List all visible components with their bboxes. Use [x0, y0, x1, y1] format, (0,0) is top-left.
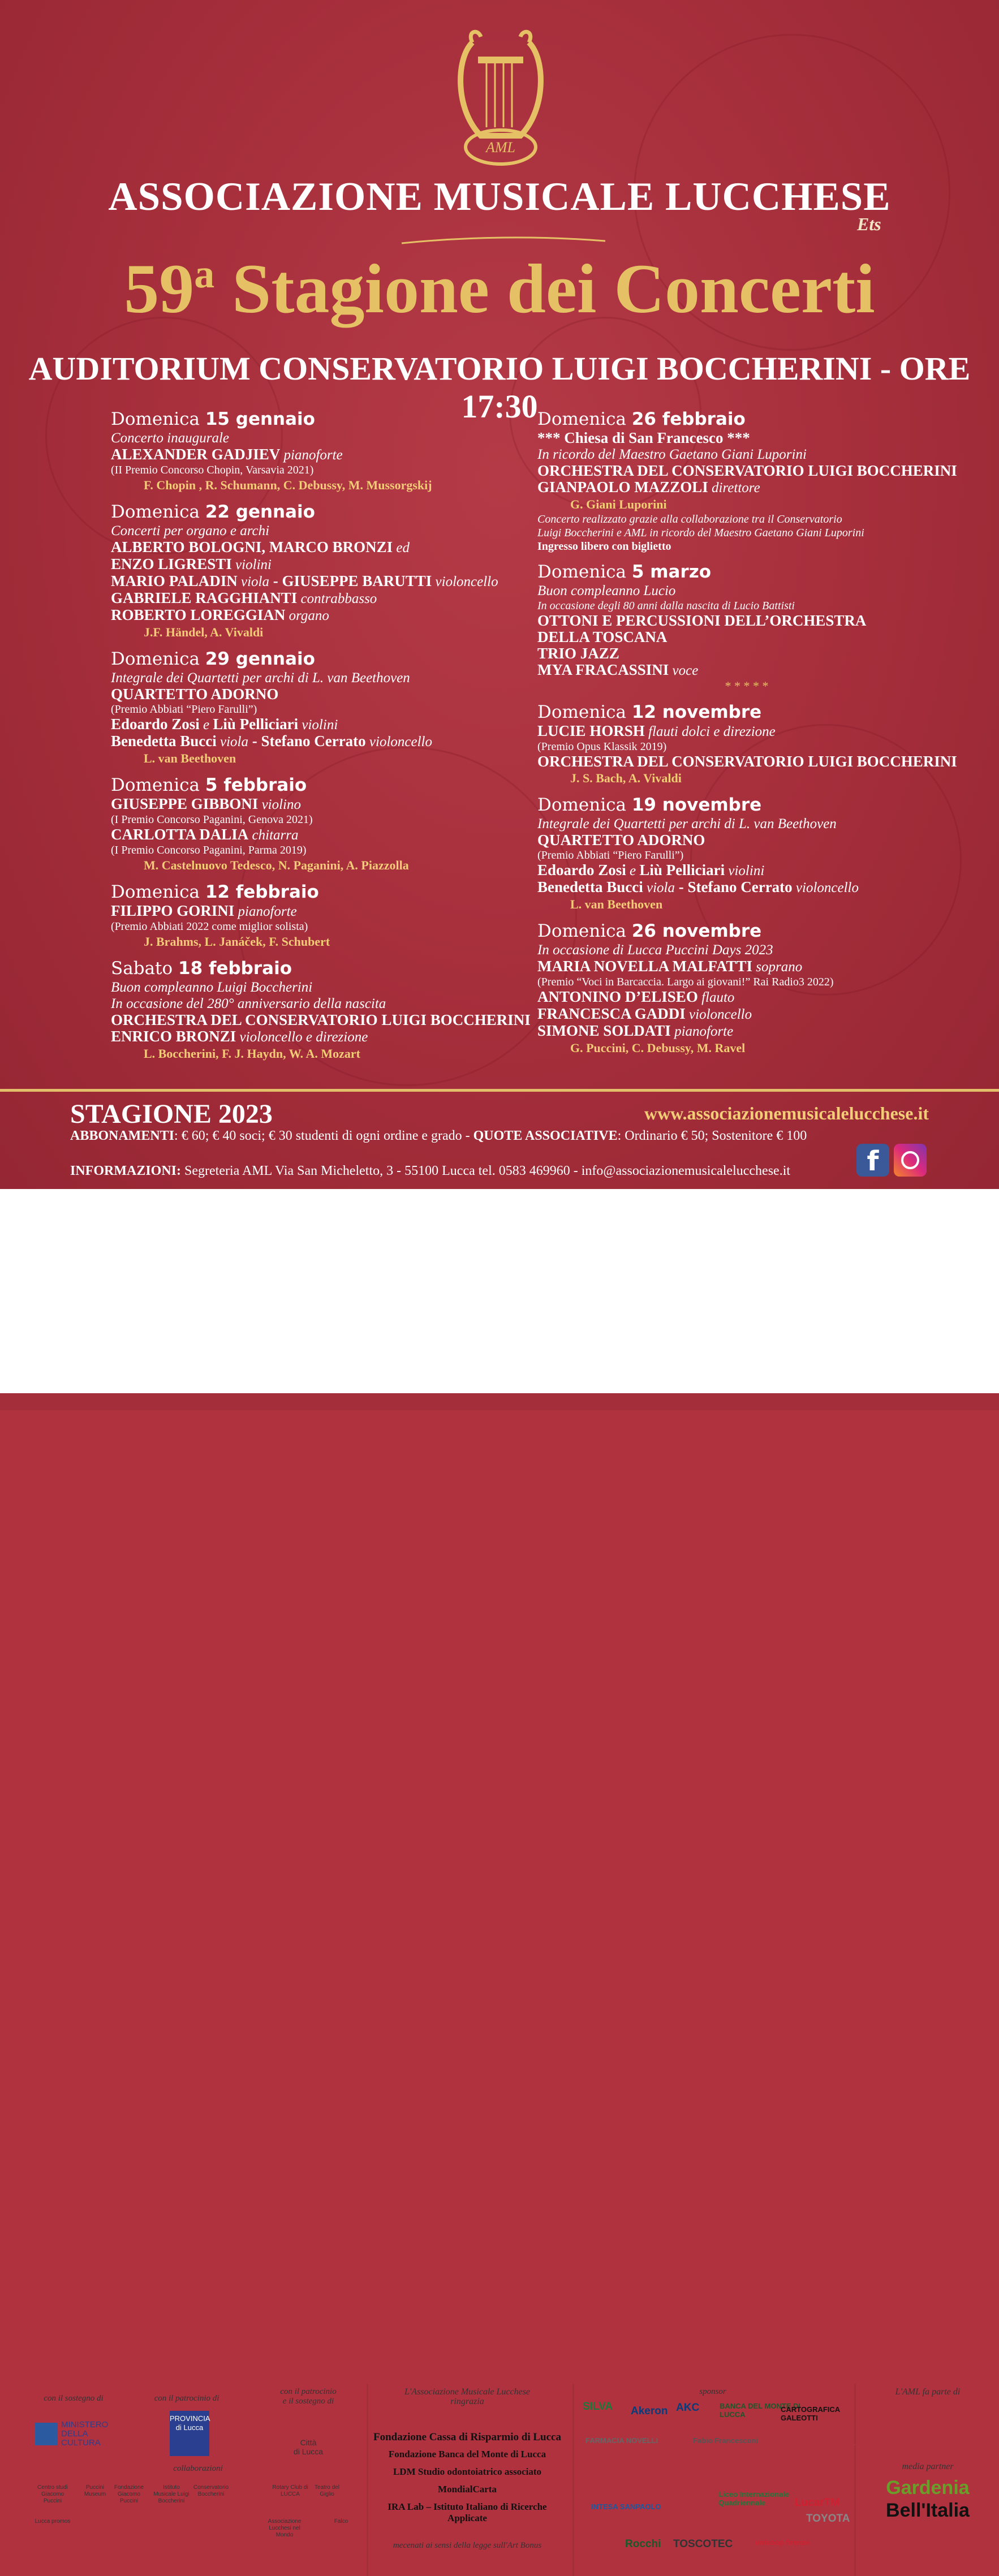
concert-entry [111, 958, 541, 1062]
concert-subtitle: Concerti per organo e archi [111, 523, 270, 539]
footer-divider [572, 2384, 574, 2576]
concert-entry [537, 920, 967, 1056]
program-composers: J.F. Händel, A. Vivaldi [144, 625, 264, 639]
performer-name: CARLOTTA DALIA [111, 826, 249, 843]
performer-line [111, 903, 541, 920]
collab-logo: Fondazione Giacomo Puccini [114, 2484, 144, 2504]
performer-name: Benedetta Bucci [111, 733, 217, 749]
gold-separator [0, 1089, 999, 1092]
citta-lucca-logo: Città di Lucca [286, 2415, 331, 2459]
lyre-logo-text: AML [486, 139, 515, 156]
concert-date [537, 561, 967, 583]
performer-name: - Stefano Cerrato [248, 733, 366, 749]
performer-name: *** Chiesa di San Francesco *** [537, 429, 750, 446]
collab-logo: Teatro del Giglio [315, 2484, 339, 2497]
aml-fa-parte-label: L'AML fa parte di [895, 2387, 961, 2397]
performer-role: flauto [697, 990, 735, 1005]
concert-entry [111, 774, 541, 873]
performer-line [537, 879, 967, 896]
performer-role: flauti dolci e direzione [644, 724, 776, 739]
facebook-icon[interactable]: f [856, 1144, 889, 1177]
concert-date [111, 958, 541, 979]
concert-weekday: Domenica [111, 409, 200, 429]
citta-shield-icon [299, 2415, 317, 2436]
performer-role: e [626, 863, 640, 878]
performer-line [111, 607, 541, 624]
performer-line [111, 556, 541, 573]
sponsor-logo: CARTOGRAFICA GALEOTTI [781, 2405, 840, 2422]
performer-name: Edoardo Zosi [537, 861, 626, 878]
performer-name: ORCHESTRA DEL CONSERVATORIO LUIGI BOCCHERINI [537, 462, 957, 479]
sponsor-logo: BANCA DEL MONTE DI LUCCA [720, 2402, 800, 2419]
ministero-text: MINISTERO DELLA CULTURA [61, 2420, 109, 2448]
performer-name: - GIUSEPPE BARUTTI [269, 572, 432, 589]
info-text: Segreteria AML Via San Micheletto, 3 - 55100 Lucca tel. 0583 469960 - info@associazionemusicalelucchese.it [181, 1164, 791, 1178]
concert-note: In occasione degli 80 anni dalla nascita di Lucio Battisti [537, 600, 795, 612]
performer-line [537, 662, 967, 679]
performer-name: GABRIELE RAGGHIANTI [111, 589, 298, 606]
program-composers: M. Castelnuovo Tedesco, N. Paganini, A. Piazzolla [144, 858, 409, 872]
collab-logo: Lucca promos [35, 2518, 71, 2525]
abbonamenti-label: ABBONAMENTI [70, 1128, 175, 1143]
concert-subtitle: Buon compleanno Luigi Boccherini [111, 980, 313, 995]
award-note: (II Premio Concorso Chopin, Varsavia 2021) [111, 464, 314, 476]
performer-role: violoncello [685, 1007, 752, 1022]
performer-line [537, 1006, 967, 1023]
performer-line [537, 862, 967, 879]
concert-column-left [111, 408, 541, 1070]
award-note: (Premio Abbiati “Piero Farulli”) [537, 849, 684, 861]
concert-day: 26 febbraio [631, 409, 746, 429]
concert-date [111, 501, 541, 523]
concert-weekday: Domenica [537, 409, 626, 429]
performer-line [111, 826, 541, 843]
thanks-item: Fondazione Cassa di Risparmio di Lucca [373, 2431, 561, 2443]
sponsor-logo: AKC [676, 2402, 700, 2414]
concert-weekday: Domenica [111, 775, 200, 795]
award-note: (Premio Abbiati 2022 come miglior solista) [111, 920, 308, 933]
thanks-item: IRA Lab – Istituto Italiano di Ricerche Applicate [387, 2501, 547, 2523]
performer-role: viola [216, 734, 248, 749]
mic-icon [35, 2423, 58, 2445]
concert-day: 26 novembre [631, 921, 762, 941]
performer-role: pianoforte [280, 447, 343, 463]
website-link[interactable]: www.associazionemusicalelucchese.it [644, 1103, 929, 1123]
performer-name: OTTONI E PERCUSSIONI DELL’ORCHESTRA [537, 612, 867, 629]
sponsor-logo: GENERALI [806, 2436, 862, 2448]
performer-role: ed [393, 540, 410, 555]
performer-role: violini [298, 717, 338, 733]
concert-weekday: Domenica [537, 562, 626, 582]
performer-role: violino [258, 797, 301, 812]
performer-name: FRANCESCA GADDI [537, 1005, 686, 1022]
performer-role: direttore [708, 480, 760, 496]
title-divider [402, 235, 605, 247]
program-composers: L. van Beethoven [570, 897, 663, 911]
concert-weekday: Domenica [537, 795, 626, 815]
season-superscript: a [194, 251, 215, 296]
performer-name: Benedetta Bucci [537, 878, 643, 895]
concert-subtitle: In occasione del 280° anniversario della nascita [111, 996, 386, 1011]
performer-role: violini [725, 863, 765, 878]
award-note: (Premio Abbiati “Piero Farulli”) [111, 703, 257, 716]
concert-weekday: Domenica [111, 649, 200, 669]
thanks-item: LDM Studio odontoiatrico associato [393, 2466, 542, 2477]
concert-day: 12 febbraio [205, 882, 319, 902]
concert-date [111, 774, 541, 796]
performer-role: viola [237, 574, 269, 589]
performer-role: violoncello [792, 880, 859, 895]
sponsor-logo: Akeron [631, 2405, 668, 2417]
performer-name: GIANPAOLO MAZZOLI [537, 479, 708, 496]
performer-name: ORCHESTRA DEL CONSERVATORIO LUIGI BOCCHERINI [111, 1011, 531, 1028]
sponsor-logo: TOYOTA [806, 2513, 850, 2525]
performer-role: violoncello [432, 574, 498, 589]
concert-subtitle: Integrale dei Quartetti per archi di L. van Beethoven [537, 816, 837, 832]
season-title-text: Stagione dei Concerti [232, 250, 875, 328]
quote-label: QUOTE ASSOCIATIVE [473, 1128, 618, 1143]
sponsor-logo: INTESA SANPAOLO [591, 2502, 661, 2511]
performer-line [111, 733, 541, 750]
concert-day: 15 gennaio [205, 409, 315, 429]
concert-entry [537, 408, 967, 553]
concert-column-right [537, 408, 967, 1064]
award-note: (I Premio Concorso Paganini, Parma 2019) [111, 844, 307, 856]
abbonamenti-text: : € 60; € 40 soci; € 30 studenti di ogni ordine e grado - [174, 1128, 473, 1143]
concert-day: 29 gennaio [205, 649, 315, 669]
concert-day: 12 novembre [631, 702, 762, 722]
performer-name: ANTONINO D’ELISEO [537, 988, 698, 1005]
abbonamenti-line [70, 1128, 807, 1144]
sponsor-logo: LucarTM [795, 2497, 840, 2509]
performer-line [111, 539, 541, 556]
collaborazioni-label: collaborazioni [173, 2464, 223, 2473]
program-composers: J. S. Bach, A. Vivaldi [570, 771, 682, 785]
concert-date [537, 920, 967, 942]
concert-weekday: Domenica [111, 502, 200, 522]
performer-role: viola [643, 880, 675, 895]
performer-name: - Stefano Cerrato [674, 878, 793, 895]
provincia-lucca-logo: PROVINCIA di Lucca [170, 2411, 209, 2456]
quote-text: : Ordinario € 50; Sostenitore € 100 [617, 1128, 807, 1143]
patrocinio-sostegno-1: con il patrocinio [280, 2387, 337, 2396]
performer-name: DELLA TOSCANA [537, 628, 668, 645]
performer-line [537, 723, 967, 740]
performer-name: GIUSEPPE GIBBONI [111, 795, 259, 812]
collab-logo: Rotary Club di LUCCA [272, 2484, 308, 2497]
award-note: (I Premio Concorso Paganini, Genova 2021) [111, 813, 313, 826]
sponsor-footer [0, 1189, 999, 2550]
collab-logo: Puccini Museum [84, 2484, 106, 2497]
thanks-item: Fondazione Banca del Monte di Lucca [388, 2449, 546, 2459]
concert-day: 5 marzo [631, 562, 712, 582]
lyre-logo-icon [450, 25, 552, 167]
decorative-stars: * * * * * [725, 679, 769, 693]
sponsor-logo: unicoop firenze [755, 2538, 810, 2547]
performer-name: Liù Pelliciari [639, 861, 725, 878]
sponsor-logo: Fabio Francesconi [693, 2436, 758, 2445]
program-composers: J. Brahms, L. Janáček, F. Schubert [144, 934, 330, 949]
gardenia-logo: Gardenia [886, 2477, 970, 2499]
concert-weekday: Domenica [537, 702, 626, 722]
concert-entry [537, 794, 967, 912]
performer-line [111, 446, 541, 463]
concert-date [111, 881, 541, 903]
concert-date [111, 648, 541, 670]
stagione-heading: STAGIONE 2023 [70, 1099, 273, 1129]
concert-subtitle: In ricordo del Maestro Gaetano Giani Luporini [537, 447, 807, 462]
sponsor-logo: Rocchi [625, 2538, 661, 2550]
concert-entry [111, 408, 541, 493]
performer-name: LUCIE HORSH [537, 722, 645, 739]
performer-role: pianoforte [234, 904, 297, 919]
performer-name: QUARTETTO ADORNO [111, 686, 279, 703]
program-composers: G. Giani Luporini [570, 497, 667, 511]
concert-entry [111, 501, 541, 640]
season-title [0, 249, 999, 329]
sostegno-label: con il sostegno di [44, 2394, 104, 2403]
poster-background [0, 0, 999, 1189]
concert-note: Concerto realizzato grazie alla collaborazione tra il Conservatorio [537, 513, 842, 525]
performer-name: Liù Pelliciari [213, 716, 299, 733]
performer-name: ENZO LIGRESTI [111, 555, 232, 572]
performer-line [537, 479, 967, 496]
mecenati-note: mecenati ai sensi della legge sull'Art Bonus [393, 2541, 542, 2550]
collab-logo: Centro studi Giacomo Puccini [37, 2484, 68, 2504]
season-number: 59 [124, 250, 195, 328]
performer-name: Edoardo Zosi [111, 716, 200, 733]
concert-date [537, 794, 967, 816]
performer-line [537, 1023, 967, 1040]
concert-subtitle: Buon compleanno Lucio [537, 583, 676, 598]
performer-name: ALEXANDER GADJIEV [111, 446, 281, 463]
ets-label: Ets [857, 214, 881, 234]
concert-date [537, 408, 967, 430]
program-composers: L. Boccherini, F. J. Haydn, W. A. Mozart [144, 1046, 360, 1061]
concert-weekday: Domenica [111, 882, 200, 902]
sponsor-logo: GUIDI GINO [679, 2469, 739, 2480]
amur-logo: amur [885, 2403, 936, 2429]
concert-day: 19 novembre [631, 795, 762, 815]
performer-role: contrabbasso [297, 591, 377, 606]
collab-logo: Associazione Lucchesi nel Mondo [268, 2518, 302, 2538]
venue-line: AUDITORIUM CONSERVATORIO LUIGI BOCCHERINI - ORE 17:30 [28, 350, 971, 425]
concert-date [537, 701, 967, 723]
media-partner-label: media partner [902, 2462, 954, 2471]
performer-name: QUARTETTO ADORNO [537, 832, 705, 848]
award-note: (Premio “Voci in Barcaccia. Largo ai giovani!” Rai Radio3 2022) [537, 976, 834, 988]
informazioni-line [70, 1164, 790, 1179]
award-note: (Premio Opus Klassik 2019) [537, 740, 667, 753]
sponsor-logo: TOSCOTEC [673, 2538, 733, 2550]
performer-name: FILIPPO GORINI [111, 902, 235, 919]
performer-role: e [199, 717, 213, 733]
performer-line [111, 1028, 541, 1045]
performer-role: soprano [752, 959, 803, 975]
performer-name: MARIA NOVELLA MALFATTI [537, 958, 753, 975]
performer-name: MYA FRACASSINI [537, 661, 669, 678]
patrocinio-label: con il patrocinio di [154, 2394, 219, 2403]
performer-role: violoncello [365, 734, 432, 749]
concert-weekday: Domenica [537, 921, 626, 941]
performer-line [111, 573, 541, 590]
sponsor-logo: Liceo Internazionale Quadriennale [718, 2490, 789, 2507]
performer-line [111, 796, 541, 813]
ministero-cultura-logo [35, 2419, 120, 2448]
organization-name: ASSOCIAZIONE MUSICALE LUCCHESE [108, 175, 891, 219]
concert-day: 22 gennaio [205, 502, 315, 522]
performer-line [537, 989, 967, 1006]
bottom-bar [0, 1393, 999, 1410]
performer-role: chitarra [248, 828, 299, 843]
performer-name: MARIO PALADIN [111, 572, 238, 589]
concert-entry [111, 648, 541, 766]
concert-weekday: Sabato [111, 958, 173, 979]
collab-logo: Conservatorio Boccherini [193, 2484, 229, 2497]
performer-role: violini [231, 557, 272, 572]
concert-note: Luigi Boccherini e AML in ricordo del Maestro Gaetano Giani Luporini [537, 527, 864, 539]
performer-line [111, 590, 541, 607]
performer-line [537, 958, 967, 975]
concert-day: 18 febbraio [178, 958, 292, 979]
performer-name: ALBERTO BOLOGNI, MARCO BRONZI [111, 539, 393, 555]
performer-name: SIMONE SOLDATI [537, 1022, 671, 1039]
program-composers: G. Puccini, C. Debussy, M. Ravel [570, 1041, 746, 1055]
ticket-note: Ingresso libero con biglietto [537, 540, 671, 553]
sponsor-logo: SILVA [583, 2401, 613, 2413]
performer-name: TRIO JAZZ [537, 645, 619, 662]
patrocinio-sostegno-label [266, 2387, 351, 2406]
sponsor-logo: SCUOLA MEDIA INTERNAZIONALE LUCCA [718, 2513, 783, 2538]
sponsor-logo: FARMACIA NOVELLI [585, 2436, 658, 2445]
performer-role: organo [285, 608, 329, 623]
thanks-item: MondialCarta [438, 2484, 497, 2495]
concert-subtitle: Concerto inaugurale [111, 430, 230, 446]
ringrazia-heading: L'Associazione Musicale Lucchese ringrazia [404, 2387, 531, 2406]
collab-logo: Istituto Musicale Luigi Boccherini [153, 2484, 190, 2504]
performer-name: ROBERTO LOREGGIAN [111, 606, 286, 623]
program-composers: L. van Beethoven [144, 751, 236, 765]
performer-line [111, 716, 541, 733]
performer-name: ORCHESTRA DEL CONSERVATORIO LUIGI BOCCHERINI [537, 753, 957, 770]
sponsor-label: sponsor [699, 2387, 726, 2396]
performer-name: ENRICO BRONZI [111, 1028, 236, 1045]
bellitalia-logo: Bell'Italia [886, 2500, 970, 2521]
concert-date [111, 408, 541, 430]
concert-entry [537, 561, 967, 693]
concert-entry [111, 881, 541, 950]
info-label: INFORMAZIONI: [70, 1164, 181, 1178]
performer-role: violoncello e direzione [236, 1029, 368, 1045]
concert-subtitle: Integrale dei Quartetti per archi di L. van Beethoven [111, 670, 410, 686]
concert-subtitle: In occasione di Lucca Puccini Days 2023 [537, 942, 773, 958]
program-composers: F. Chopin , R. Schumann, C. Debussy, M. Mussorgskij [144, 478, 432, 492]
concert-day: 5 febbraio [205, 775, 307, 795]
performer-role: voce [669, 663, 699, 678]
concert-entry [537, 701, 967, 786]
collab-logo: Falco [334, 2518, 348, 2525]
instagram-icon[interactable] [894, 1144, 927, 1177]
patrocinio-sostegno-2: e il sostegno di [282, 2397, 334, 2406]
performer-role: pianoforte [670, 1024, 734, 1039]
